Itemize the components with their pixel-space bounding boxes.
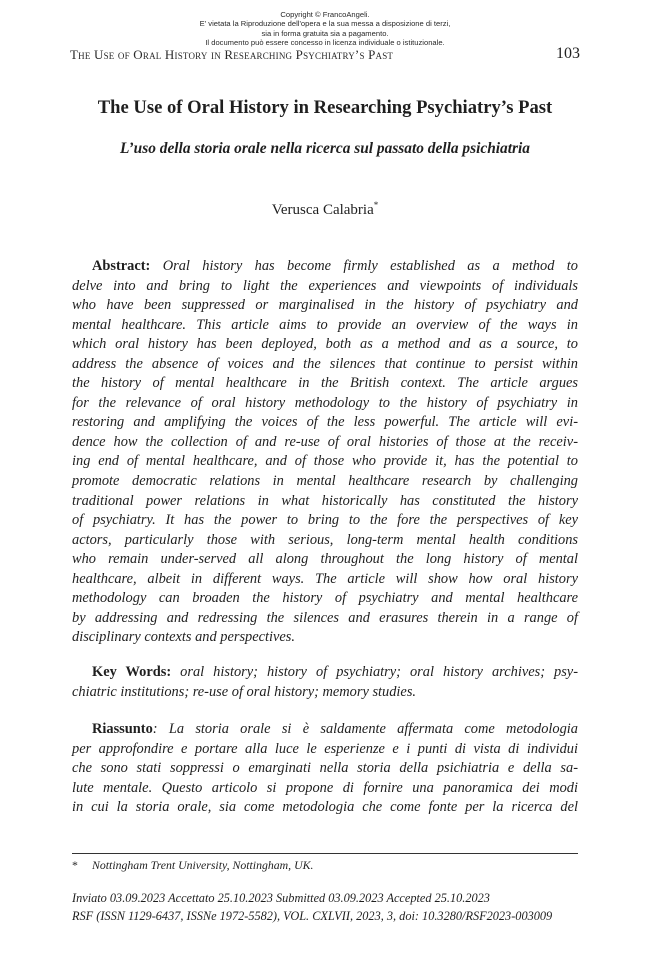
footnote-divider: [72, 853, 578, 854]
submission-dates: Inviato 03.09.2023 Accettato 25.10.2023 Submitted 03.09.2023 Accepted 25.10.2023: [72, 891, 490, 905]
copyright-line: sia in forma gratuita sia a pagamento.: [261, 28, 389, 38]
abstract-line: by addressing and redressing the silences and erasures therein in a range of: [72, 609, 578, 626]
page-number: 103: [556, 45, 580, 62]
abstract-label: Abstract:: [92, 258, 151, 274]
riassunto-line: in cui la storia orale, sia come metodologia che come fonte per la ricerca del: [72, 799, 578, 816]
abstract: [72, 257, 578, 648]
copyright-line: Copyright © FrancoAngeli.: [280, 10, 370, 19]
abstract-line: address the absence of voices and the silences that continue to persist within: [72, 355, 578, 372]
abstract-line: restoring and amplifying the voices of the less powerful. The article will evi-: [72, 414, 578, 431]
publication-info: [72, 890, 592, 925]
keywords-label: Key Words:: [92, 664, 172, 680]
abstract-line: ing end of mental healthcare, and of those who provide it, has the potential to: [72, 453, 578, 470]
abstract-line: actors, particularly those with serious, long-term mental health conditions: [72, 531, 578, 548]
footnote-mark: *: [72, 858, 78, 872]
article-subtitle: L’uso della storia orale nella ricerca sul passato della psichiatria: [119, 140, 530, 157]
copyright-line: E' vietata la Riproduzione dell'opera e la sua messa a disposizione di terzi,: [199, 19, 451, 29]
abstract-line: who have been suppressed or marginalised in the history of psychiatry and: [72, 297, 578, 314]
riassunto: [72, 720, 578, 818]
abstract-line: who remain under-served all along throughout the long history of mental: [72, 551, 578, 568]
author-line: [40, 200, 610, 219]
abstract-line: disciplinary contexts and perspectives.: [72, 629, 295, 646]
abstract-line: of psychiatry. It has the power to bring to the fore the perspectives of key: [72, 512, 578, 529]
riassunto-label: Riassunto: [92, 721, 153, 737]
abstract-line: promote democratic relations in mental healthcare research by challenging: [72, 473, 578, 490]
riassunto-line: lute mentale. Questo articolo si propone di fornire una panoramica dei modi: [72, 779, 578, 796]
abstract-line: methodology can broaden the history of psychiatry and mental healthcare: [72, 590, 578, 607]
author-name: Verusca Calabria: [271, 202, 374, 218]
footnote: [72, 858, 578, 873]
abstract-line: traditional power relations in what historically has constituted the history: [72, 492, 578, 509]
keywords-line: oral history; history of psychiatry; oral history archives; psy-: [180, 664, 578, 680]
running-head: The Use of Oral History in Researching Psychiatry’s Past: [70, 47, 394, 62]
keywords-line: chiatric institutions; re-use of oral history; memory studies.: [72, 683, 417, 700]
copyright-notice: [0, 10, 650, 48]
journal-citation: RSF (ISSN 1129-6437, ISSNe 1972-5582), VOL. CXLVII, 2023, 3, doi: 10.3280/RSF2023-003009: [72, 908, 553, 923]
abstract-line: healthcare, albeit in different ways. The article will show how oral history: [72, 570, 578, 587]
abstract-line: mental healthcare. This article aims to provide an overview of the ways in: [72, 316, 578, 333]
copyright-line: Il documento può essere concesso in licenza individuale o istituzionale.: [205, 38, 445, 48]
abstract-line: delve into and bring to light the experiences and viewpoints of individuals: [72, 277, 578, 294]
keywords: [72, 663, 578, 702]
author-footnote-mark: *: [373, 200, 379, 210]
riassunto-line: : La storia orale si è saldamente affermata come metodologia: [152, 721, 578, 737]
abstract-line: Oral history has become firmly established as a method to: [162, 258, 578, 274]
riassunto-line: che sono stati soppressi o emarginati nella storia della psichiatria e della sa-: [72, 760, 578, 777]
article-title: The Use of Oral History in Researching Psychiatry’s Past: [97, 97, 553, 118]
abstract-line: which oral history has been deployed, both as a method and as a source, to: [72, 336, 578, 353]
riassunto-line: per approfondire e portare alla luce le esperienze e i punti di vista di individui: [72, 740, 578, 757]
footnote-text: Nottingham Trent University, Nottingham, UK.: [92, 858, 314, 872]
abstract-line: the history of mental healthcare in the British context. The article argues: [72, 375, 578, 392]
abstract-line: for the relevance of oral history methodology to the history of psychiatry in: [72, 394, 578, 411]
abstract-line: dence how the collection of and re-use of oral histories of those at the receiv-: [72, 433, 578, 450]
